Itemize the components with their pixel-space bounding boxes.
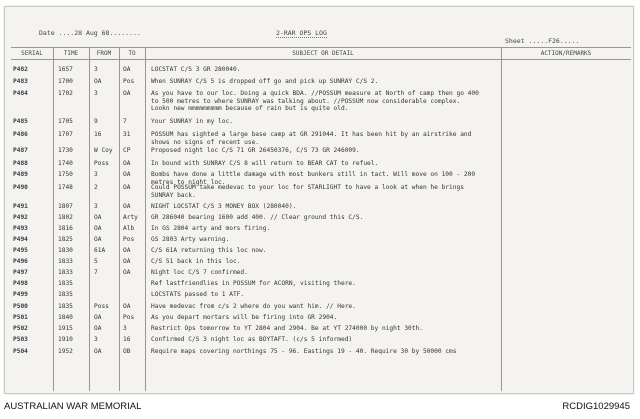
detail-cell: In bound with SUNRAY C/S 8 will return to BEAR CAT to refuel. [151,160,379,167]
date-label: Date [39,29,55,37]
log-entry [11,303,631,314]
log-entry [11,247,631,258]
log-entry [11,147,631,158]
date-field: Date ....28 Aug 68........ [39,29,141,37]
serial-cell: P502 [13,325,28,332]
to-cell: OA [123,160,131,167]
time-cell: 1748 [58,184,73,191]
log-entry [11,325,631,336]
detail-cell: As you depart mortars will be firing into GR 2904. [151,314,338,321]
from-cell: Poss [94,160,109,167]
from-cell: OA [94,314,102,321]
log-entry [11,90,631,112]
detail-cell: As you have to our loc. Doing a quick BDA. //POSSUM measure at North of camp then go 400 to 500 metres to where SUNRAY was talking about. //POSSUM now considerable complex. Lookn new mmmmmmmmm because of rain but is quite old. [151,90,479,112]
from-cell: OA [94,236,102,243]
serial-cell: P497 [13,269,28,276]
log-entry [11,66,631,77]
from-cell: 3 [94,171,98,178]
time-cell: 1750 [58,171,73,178]
serial-cell: P494 [13,236,28,243]
from-cell: 3 [94,66,98,73]
serial-cell: P492 [13,214,28,221]
to-cell: OA [123,90,131,97]
from-cell: 7 [94,269,98,276]
serial-cell: P504 [13,348,28,355]
log-table [11,47,631,391]
sheet-value: F26 [548,37,560,45]
log-entry [11,336,631,347]
time-cell: 1835 [58,303,73,310]
from-cell: 3 [94,336,98,343]
log-entry [11,314,631,325]
detail-cell: LOCSTATS passed to 1 ATF. [151,291,245,298]
detail-cell: POSSUM has sighted a large base camp at GR 291044. It has been hit by an airstrike and shows no signs of recent use. [151,131,472,146]
from-cell: Poss [94,303,109,310]
serial-cell: P484 [13,90,28,97]
serial-cell: P482 [13,66,28,73]
from-cell: 9 [94,118,98,125]
log-entry [11,160,631,171]
serial-cell: P498 [13,280,28,287]
detail-cell: Night loc C/S 7 confirmed. [151,269,248,276]
time-cell: 1835 [58,291,73,298]
from-cell: W Coy [94,147,113,154]
archive-credit: AUSTRALIAN WAR MEMORIAL [4,401,142,412]
time-cell: 1840 [58,314,73,321]
from-cell: 3 [94,90,98,97]
to-cell: 3 [123,325,127,332]
to-cell: OA [123,269,131,276]
detail-cell: In GS 2804 arty and mors firing. [151,225,271,232]
time-cell: 1825 [58,236,73,243]
detail-cell: C/S 51 back in this loc. [151,258,241,265]
from-cell: OA [94,214,102,221]
time-cell: 1657 [58,66,73,73]
to-cell: 16 [123,336,131,343]
log-entry [11,348,631,359]
to-cell: OA [123,247,131,254]
time-cell: 1830 [58,247,73,254]
time-cell: 1730 [58,147,73,154]
detail-cell: GS 2803 Arty warning. [151,236,230,243]
col-to: TO [128,50,136,57]
time-cell: 1740 [58,160,73,167]
to-cell: 31 [123,131,131,138]
serial-cell: P487 [13,147,28,154]
serial-cell: P491 [13,203,28,210]
from-cell: 61A [94,247,106,254]
to-cell: OA [123,303,131,310]
log-entry [11,214,631,225]
log-entry [11,131,631,146]
time-cell: 1707 [58,131,73,138]
serial-cell: P486 [13,131,28,138]
serial-cell: P483 [13,78,28,85]
time-cell: 1807 [58,203,73,210]
serial-cell: P493 [13,225,28,232]
time-cell: 1702 [58,90,73,97]
col-time: TIME [63,50,79,57]
log-entry [11,78,631,89]
detail-cell: Could POSSUM take medevac to your loc for STARLIGHT to have a look at when he brings SUNRAY back. [151,184,464,199]
detail-cell: C/S 61A returning this loc now. [151,247,267,254]
to-cell: OA [123,203,131,210]
to-cell: OA [123,258,131,265]
serial-cell: P495 [13,247,28,254]
serial-cell: P503 [13,336,28,343]
detail-cell: GR 286040 bearing 1600 add 400. // Clear ground this C/S. [151,214,364,221]
date-value: 28 Aug 68 [74,29,110,37]
time-cell: 1816 [58,225,73,232]
detail-cell: LOCSTAT C/S 3 GR 280040. [151,66,241,73]
to-cell: OA [123,66,131,73]
col-action: ACTION/REMARKS [540,50,592,57]
log-entry [11,236,631,247]
from-cell: OA [94,348,102,355]
to-cell: Arty [123,214,138,221]
log-entry [11,280,631,291]
log-entry [11,184,631,199]
log-entry [11,225,631,236]
detail-cell: Have medevac from c/s 2 where do you want him. // Here. [151,303,356,310]
time-cell: 1910 [58,336,73,343]
col-from: FROM [96,50,112,57]
col-serial: SERIAL [21,50,43,57]
from-cell: OA [94,325,102,332]
from-cell: 16 [94,131,102,138]
log-entry [11,269,631,280]
time-cell: 1835 [58,280,73,287]
time-cell: 1700 [58,78,73,85]
from-cell: OA [94,225,102,232]
time-cell: 1915 [58,325,73,332]
serial-cell: P490 [13,184,28,191]
serial-cell: P488 [13,160,28,167]
time-cell: 1802 [58,214,73,221]
log-entry [11,118,631,129]
log-title: 2-RAR OPS LOG [276,29,327,37]
log-sheet [4,6,634,394]
to-cell: CP [123,147,131,154]
serial-cell: P485 [13,118,28,125]
time-cell: 1705 [58,118,73,125]
serial-cell: P500 [13,303,28,310]
detail-cell: Require maps covering northings 75 - 96. Eastings 19 - 40. Require 30 by 50000 cms [151,348,457,355]
detail-cell: NIGHT LOCSTAT C/S 3 MONEY BOX (280040). [151,203,297,210]
to-cell: OA [123,171,131,178]
detail-cell: Proposed night loc C/S 71 GR 26450376, C/S 73 GR 246009. [151,147,360,154]
detail-cell: Ref lastfriendlies in POSSUM for ACORN, visiting there. [151,280,356,287]
detail-cell: Restrict Ops tomorrow to YT 2804 and 2904. Be at YT 274000 by night 30th. [151,325,423,332]
to-cell: OA [123,184,131,191]
to-cell: Pos [123,236,135,243]
serial-cell: P501 [13,314,28,321]
serial-cell: P499 [13,291,28,298]
to-cell: Pos [123,78,135,85]
log-entry [11,171,631,186]
detail-cell: When SUNRAY C/S 5 is dropped off go and pick up SUNRAY C/S 2. [151,78,379,85]
from-cell: OA [94,78,102,85]
record-id: RCDIG1029945 [562,401,630,412]
from-cell: 3 [94,203,98,210]
to-cell: 7 [123,118,127,125]
time-cell: 1833 [58,269,73,276]
detail-cell: Your SUNRAY in my loc. [151,118,233,125]
from-cell: 5 [94,258,98,265]
to-cell: Alb [123,225,135,232]
detail-cell: Confirmed C/S 3 night loc as BOYTAFT. (c/s 5 informed) [151,336,353,343]
col-subject: SUBJECT OR DETAIL [292,50,354,57]
serial-cell: P496 [13,258,28,265]
to-cell: OB [123,348,131,355]
to-cell: Pos [123,314,135,321]
sheet-field: Sheet .....F26..... [505,37,580,45]
log-entry [11,291,631,302]
sheet-label: Sheet [505,37,525,45]
serial-cell: P489 [13,171,28,178]
from-cell: 2 [94,184,98,191]
time-cell: 1833 [58,258,73,265]
detail-cell: Bombs have done a little damage with most bunkers still in tact. Will move on 100 - 200 metres to night loc. [151,171,476,186]
time-cell: 1952 [58,348,73,355]
log-entry [11,258,631,269]
log-entry [11,203,631,214]
